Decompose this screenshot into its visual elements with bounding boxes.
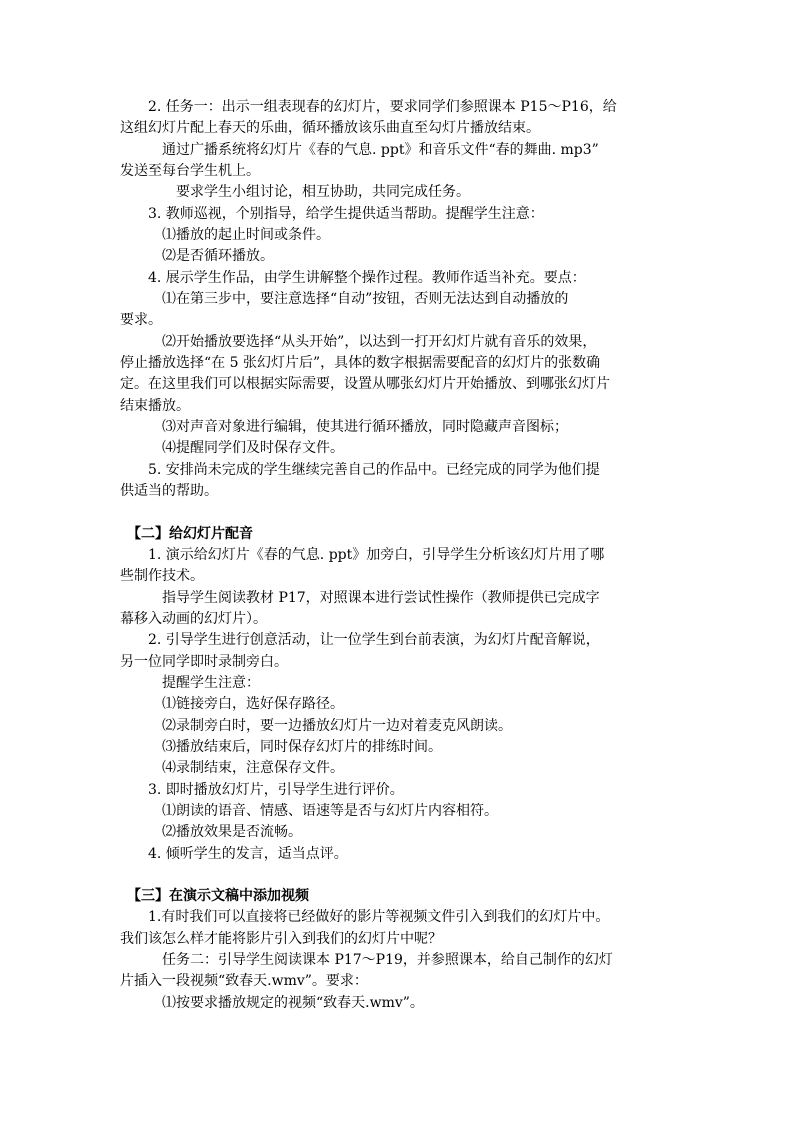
- paragraph-line: 片插入一段视频“致春天.wmv”。要求：: [120, 973, 368, 989]
- paragraph-line: 另一位同学即时录制旁白。: [120, 654, 288, 670]
- paragraph-line: 发送至每台学生机上。: [120, 163, 260, 179]
- paragraph-line: 通过广播系统将幻灯片《春的气息. ppt》和音乐文件“春的舞曲. mp3”: [120, 142, 599, 158]
- paragraph-line: 1.有时我们可以直接将已经做好的影片等视频文件引入到我们的幻灯片中。: [120, 909, 610, 925]
- paragraph-line: ⑷录制结束，注意保存文件。: [120, 760, 344, 776]
- paragraph-line: 定。在这里我们可以根据实际需要，设置从哪张幻灯片开始播放、到哪张幻灯片: [120, 376, 610, 392]
- paragraph-line: 4. 展示学生作品，由学生讲解整个操作过程。教师作适当补充。要点：: [120, 270, 586, 286]
- paragraph-line: 提醒学生注意：: [120, 675, 260, 691]
- paragraph-line: ⑴链接旁白，选好保存路径。: [120, 696, 344, 712]
- paragraph-line: 些制作技术。: [120, 568, 204, 584]
- paragraph-line: ⑶对声音对象进行编辑，使其进行循环播放，同时隐藏声音图标；: [120, 419, 568, 435]
- paragraph-line: ⑵开始播放要选择“从头开始”，以达到一打开幻灯片就有音乐的效果，: [120, 334, 597, 350]
- paragraph-line: 结束播放。: [120, 398, 190, 414]
- paragraph-line: 幕移入动画的幻灯片）。: [120, 611, 267, 627]
- paragraph-line: ⑶播放结束后，同时保存幻灯片的排练时间。: [120, 739, 442, 755]
- paragraph-line: 我们该怎么样才能将影片引入到我们的幻灯片中呢？: [120, 931, 442, 947]
- paragraph-line: ⑴播放的起止时间或条件。: [120, 227, 330, 243]
- paragraph-line: 指导学生阅读教材 P17，对照课本进行尝试性操作（教师提供已完成字: [120, 590, 600, 606]
- paragraph-line: ⑴朗读的语音、情感、语速等是否与幻灯片内容相符。: [120, 803, 498, 819]
- paragraph-line: 这组幻灯片配上春天的乐曲，循环播放该乐曲直至勾灯片播放结束。: [120, 120, 540, 136]
- paragraph-line: 要求学生小组讨论，相互协助，共同完成任务。: [120, 184, 470, 200]
- paragraph-line: ⑵播放效果是否流畅。: [120, 824, 302, 840]
- paragraph-line: ⑵录制旁白时，要一边播放幻灯片一边对着麦克风朗读。: [120, 718, 512, 734]
- paragraph-line: 4. 倾听学生的发言，适当点评。: [120, 846, 348, 862]
- paragraph-line: 要求。: [120, 312, 162, 328]
- paragraph-line: 3. 教师巡视，个别指导，给学生提供适当帮助。提醒学生注意：: [120, 206, 544, 222]
- paragraph-line: 1. 演示给幻灯片《春的气息. ppt》加旁白，引导学生分析该幻灯片用了哪: [120, 547, 605, 563]
- paragraph-line: ⑵是否循环播放。: [120, 248, 274, 264]
- paragraph-line: 供适当的帮助。: [120, 483, 218, 499]
- paragraph-line: 3. 即时播放幻灯片，引导学生进行评价。: [120, 782, 404, 798]
- paragraph-line: 2. 任务一：出示一组表现春的幻灯片，要求同学们参照课本 P15～P16，给: [120, 99, 617, 115]
- paragraph-line: 2. 引导学生进行创意活动，让一位学生到台前表演，为幻灯片配音解说，: [120, 632, 600, 648]
- paragraph-line: 任务二：引导学生阅读课本 P17～P19，并参照课本，给自己制作的幻灯: [120, 952, 613, 968]
- section-heading: 【二】给幻灯片配音: [120, 526, 253, 542]
- paragraph-line: 停止播放选择“在 5 张幻灯片后”，具体的数字根据需要配音的幻灯片的张数确: [120, 355, 601, 371]
- section-heading: 【三】在演示文稿中添加视频: [120, 888, 309, 904]
- paragraph-line: ⑴在第三步中，要注意选择“自动”按钮，否则无法达到自动播放的: [120, 291, 569, 307]
- paragraph-line: ⑴按要求播放规定的视频“致春天.wmv”。: [120, 995, 424, 1011]
- paragraph-line: 5. 安排尚未完成的学生继续完善自己的作品中。已经完成的同学为他们提: [120, 462, 600, 478]
- paragraph-line: ⑷提醒同学们及时保存文件。: [120, 440, 344, 456]
